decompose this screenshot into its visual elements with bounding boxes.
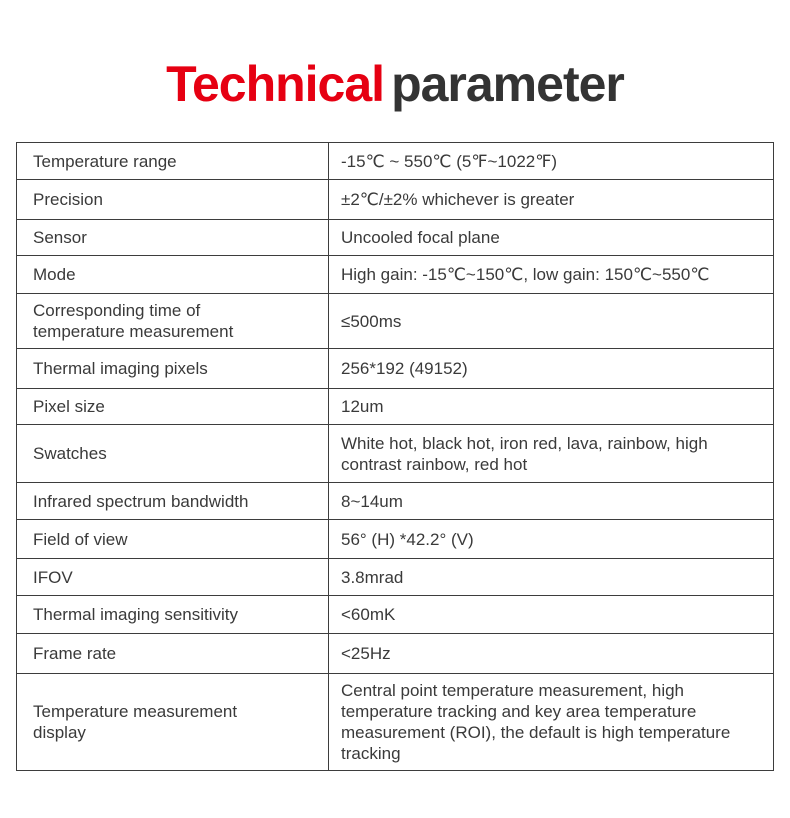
table-row-temperature-measurement-display xyxy=(17,674,774,771)
spec-value: <60mK xyxy=(329,596,774,634)
spec-label: Thermal imaging pixels xyxy=(17,349,329,389)
spec-value: Central point temperature measurement, high temperature tracking and key area temperature measurement (ROI), the default is high temperature tracking xyxy=(329,674,774,771)
spec-value: 3.8mrad xyxy=(329,559,774,596)
spec-label: Sensor xyxy=(17,220,329,256)
spec-value: <25Hz xyxy=(329,634,774,674)
table-row-temperature-range xyxy=(17,143,774,180)
page xyxy=(0,54,790,771)
spec-value: 8~14um xyxy=(329,483,774,520)
spec-label: Thermal imaging sensitivity xyxy=(17,596,329,634)
spec-label: IFOV xyxy=(17,559,329,596)
spec-value: Uncooled focal plane xyxy=(329,220,774,256)
spec-table xyxy=(16,142,774,771)
spec-value: 256*192 (49152) xyxy=(329,349,774,389)
table-row-frame-rate xyxy=(17,634,774,674)
spec-label: Pixel size xyxy=(17,389,329,425)
page-title-accent: Technical xyxy=(166,56,385,112)
spec-label: Temperature measurement display xyxy=(17,674,329,771)
table-row-field-of-view xyxy=(17,520,774,559)
spec-value: 12um xyxy=(329,389,774,425)
table-row-mode xyxy=(17,256,774,294)
table-row-sensor xyxy=(17,220,774,256)
spec-label: Precision xyxy=(17,180,329,220)
table-row-precision xyxy=(17,180,774,220)
spec-label: Temperature range xyxy=(17,143,329,180)
spec-label: Swatches xyxy=(17,425,329,483)
page-title xyxy=(0,54,790,114)
spec-value: -15℃ ~ 550℃ (5℉~1022℉) xyxy=(329,143,774,180)
spec-value: High gain: -15℃~150℃, low gain: 150℃~550℃ xyxy=(329,256,774,294)
spec-label: Field of view xyxy=(17,520,329,559)
spec-label: Mode xyxy=(17,256,329,294)
spec-label: Infrared spectrum bandwidth xyxy=(17,483,329,520)
spec-label: Corresponding time of temperature measurement xyxy=(17,294,329,349)
table-row-thermal-imaging-pixels xyxy=(17,349,774,389)
page-title-rest: parameter xyxy=(391,56,624,112)
table-row-ifov xyxy=(17,559,774,596)
table-row-corresponding-time xyxy=(17,294,774,349)
spec-label: Frame rate xyxy=(17,634,329,674)
table-row-swatches xyxy=(17,425,774,483)
spec-value: White hot, black hot, iron red, lava, rainbow, high contrast rainbow, red hot xyxy=(329,425,774,483)
spec-value: ≤500ms xyxy=(329,294,774,349)
table-row-thermal-imaging-sensitivity xyxy=(17,596,774,634)
spec-table-body xyxy=(17,143,774,771)
spec-value: ±2℃/±2% whichever is greater xyxy=(329,180,774,220)
table-row-infrared-spectrum-bandwidth xyxy=(17,483,774,520)
spec-value: 56° (H) *42.2° (V) xyxy=(329,520,774,559)
table-row-pixel-size xyxy=(17,389,774,425)
